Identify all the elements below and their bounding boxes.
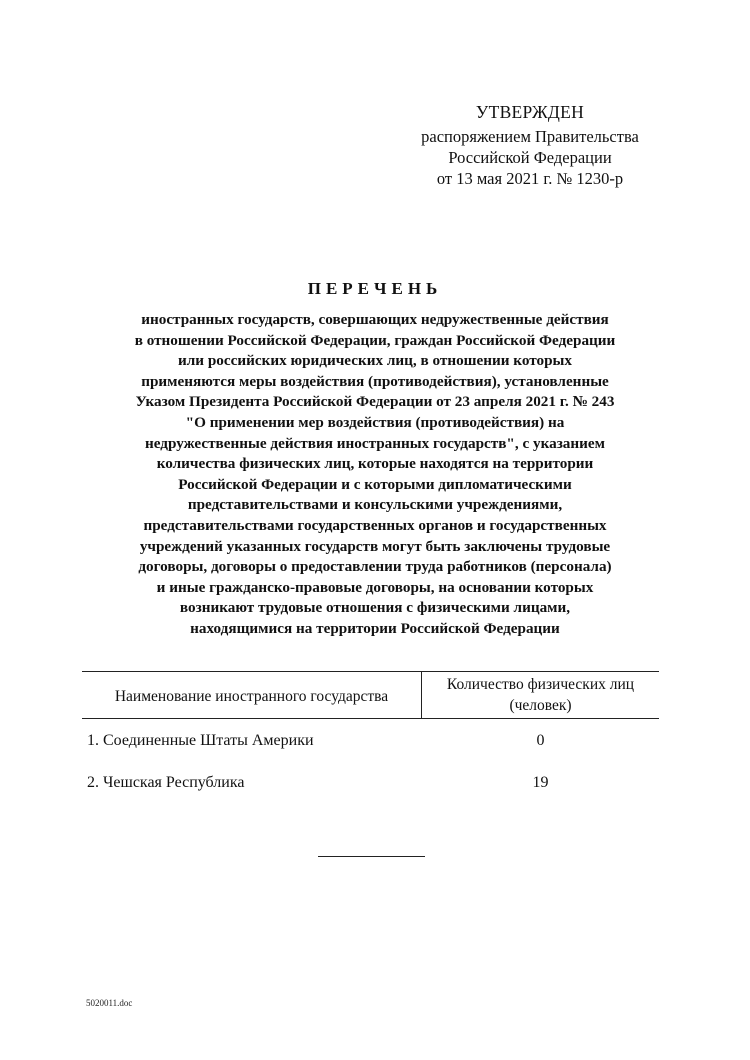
approved-heading: УТВЕРЖДЕН: [475, 102, 585, 122]
approval-line-2: Российской Федерации: [448, 148, 612, 167]
subtitle-line: и иные гражданско-правовые договоры, на основании которых: [156, 578, 594, 596]
subtitle-line: количества физических лиц, которые находятся на территории: [156, 455, 594, 473]
document-title: ПЕРЕЧЕНЬ: [307, 279, 443, 298]
subtitle-line: "О применении мер воздействия (противодействия) на: [185, 413, 565, 431]
table-header: [82, 671, 659, 719]
subtitle-line: учреждений указанных государств могут быть заключены трудовые: [139, 537, 611, 555]
header-count-line-2: (человек): [509, 697, 572, 714]
document-subtitle: [90, 310, 660, 640]
subtitle-line: представительствами и консульскими учреждениями,: [187, 496, 563, 514]
subtitle-line: возникают трудовые отношения с физическими лицами,: [179, 599, 571, 617]
approval-line-1: распоряжением Правительства: [421, 127, 639, 146]
header-count-line-1: Количество физических лиц: [446, 676, 635, 693]
approval-block: [400, 102, 660, 189]
countries-table: [82, 671, 659, 791]
subtitle-line: иностранных государств, совершающих недружественные действия: [141, 311, 609, 328]
count-cell: 0: [536, 732, 545, 749]
subtitle-line: Российской Федерации и с которыми дипломатическими: [178, 475, 572, 493]
subtitle-line: применяются меры воздействия (противодействия), установленные: [141, 372, 609, 390]
table-row: [82, 774, 659, 792]
count-cell: 19: [532, 774, 549, 791]
subtitle-line: в отношении Российской Федерации, граждан Российской Федерации: [134, 331, 616, 349]
end-divider: [318, 856, 425, 857]
approval-line-3: от 13 мая 2021 г. № 1230-р: [436, 169, 624, 188]
file-reference: 5020011.doc: [86, 998, 133, 1008]
country-cell: 2. Чешская Республика: [87, 774, 245, 791]
country-cell: 1. Соединенные Штаты Америки: [87, 732, 314, 749]
subtitle-line: Указом Президента Российской Федерации от 23 апреля 2021 г. № 243: [135, 393, 615, 411]
subtitle-line: находящимися на территории Российской Федерации: [190, 619, 560, 637]
header-country-name: Наименование иностранного государства: [82, 672, 422, 718]
table-row: [82, 732, 659, 750]
header-person-count: [422, 672, 659, 718]
subtitle-line: представительствами государственных органов и государственных: [143, 516, 607, 534]
subtitle-line: недружественные действия иностранных государств", с указанием: [145, 434, 605, 452]
subtitle-line: договоры, договоры о предоставлении труда работников (персонала): [138, 558, 612, 576]
subtitle-line: или российских юридических лиц, в отношении которых: [178, 352, 572, 370]
